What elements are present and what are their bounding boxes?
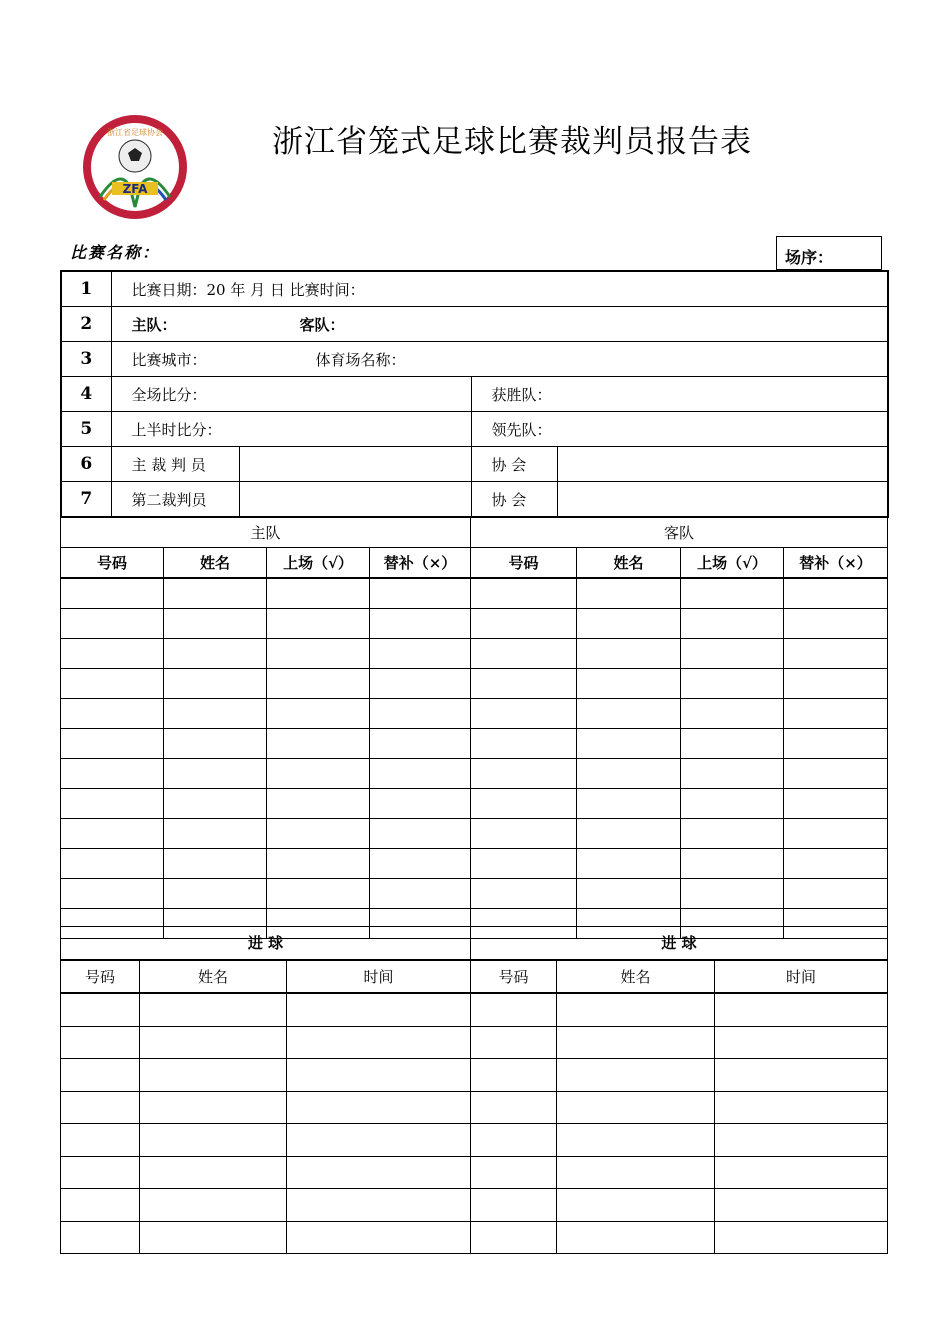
info-row-1 [61,271,888,307]
roster-cell[interactable] [577,879,681,909]
roster-cell[interactable] [471,879,577,909]
goal-row [61,1124,888,1157]
logo-arc-text: 浙江省足球协会 [107,128,163,137]
roster-cell[interactable] [681,849,784,879]
goal-cell[interactable] [287,1189,471,1222]
page-title: 浙江省笼式足球比赛裁判员报告表 [272,124,752,160]
roster-cell[interactable] [784,609,888,639]
roster-cell[interactable] [267,729,370,759]
goal-cell[interactable] [61,1124,140,1157]
roster-cell[interactable] [267,789,370,819]
goal-cell[interactable] [557,1059,715,1092]
main-referee-association-field[interactable] [557,447,888,482]
roster-cell[interactable] [577,609,681,639]
main-referee-label: 主 裁 判 员 [111,447,239,482]
roster-cell[interactable] [267,639,370,669]
roster-cell[interactable] [577,729,681,759]
goal-cell[interactable] [287,1124,471,1157]
roster-cell[interactable] [61,819,164,849]
goal-cell[interactable] [140,1026,287,1059]
goal-row [61,993,888,1026]
row-number: 5 [61,412,111,447]
roster-cell[interactable] [577,759,681,789]
roster-cell[interactable] [164,639,267,669]
roster-cell[interactable] [267,849,370,879]
roster-row [61,729,888,759]
info-row-7 [61,482,888,518]
date-time-field[interactable]: 比赛日期：20 年 月 日 比赛时间： [111,271,888,307]
goal-cell[interactable] [471,1221,557,1254]
roster-row [61,639,888,669]
goal-cell[interactable] [61,993,140,1026]
roster-cell[interactable] [471,759,577,789]
home-team-label: 主队： [131,315,177,334]
roster-cell[interactable] [164,759,267,789]
roster-cell[interactable] [164,669,267,699]
roster-cell[interactable] [370,699,471,729]
goal-cell[interactable] [287,1059,471,1092]
roster-cell[interactable] [471,699,577,729]
goal-cell[interactable] [471,993,557,1026]
info-row-2 [61,307,888,342]
roster-cell[interactable] [471,789,577,819]
roster-cell[interactable] [370,849,471,879]
roster-cell[interactable] [267,759,370,789]
goal-row [61,1189,888,1222]
goals-title-row [61,927,888,960]
row-number: 7 [61,482,111,518]
roster-cell[interactable] [681,699,784,729]
roster-cell[interactable] [784,669,888,699]
roster-row [61,789,888,819]
column-header: 上场（√） [681,548,784,579]
roster-cell[interactable] [681,639,784,669]
roster-cell[interactable] [61,879,164,909]
roster-cell[interactable] [164,699,267,729]
roster-cell[interactable] [370,819,471,849]
away-roster-title: 客队 [471,518,888,548]
roster-cell[interactable] [681,879,784,909]
roster-cell[interactable] [267,819,370,849]
roster-cell[interactable] [681,789,784,819]
roster-cell[interactable] [164,729,267,759]
second-referee-field[interactable] [239,482,471,518]
association-label: 协 会 [471,447,557,482]
roster-cell[interactable] [267,669,370,699]
roster-cell[interactable] [267,699,370,729]
venue-label: 体育场名称： [315,350,406,369]
logo-text: ZFA [122,182,148,196]
row-number: 6 [61,447,111,482]
roster-cell[interactable] [784,849,888,879]
goal-cell[interactable] [287,993,471,1026]
roster-row [61,849,888,879]
column-header: 姓名 [164,548,267,579]
goal-cell[interactable] [715,993,888,1026]
roster-cell[interactable] [267,609,370,639]
roster-cell[interactable] [471,609,577,639]
goal-row [61,1059,888,1092]
goal-cell[interactable] [471,1156,557,1189]
roster-cell[interactable] [370,669,471,699]
roster-cell[interactable] [267,578,370,609]
info-row-6 [61,447,888,482]
roster-cell[interactable] [61,849,164,879]
column-header: 替补（×） [784,548,888,579]
goal-cell[interactable] [61,1026,140,1059]
match-name-label: 比赛名称： [70,243,161,262]
roster-cell[interactable] [164,819,267,849]
row-number: 2 [61,307,111,342]
roster-cell[interactable] [681,729,784,759]
roster-cell[interactable] [577,639,681,669]
goal-row [61,1091,888,1124]
roster-cell[interactable] [370,609,471,639]
goal-cell[interactable] [61,1221,140,1254]
roster-cell[interactable] [784,578,888,609]
zfa-logo-icon [80,112,190,222]
session-field[interactable] [776,236,882,270]
goal-cell[interactable] [471,1124,557,1157]
roster-row [61,819,888,849]
home-roster-title: 主队 [61,518,471,548]
column-header: 号码 [61,548,164,579]
roster-cell[interactable] [784,699,888,729]
roster-cell[interactable] [370,879,471,909]
roster-cell[interactable] [784,639,888,669]
roster-team-row [61,518,888,548]
roster-cell[interactable] [370,729,471,759]
half-score-field[interactable]: 上半时比分： [111,412,471,447]
roster-cell[interactable] [681,759,784,789]
roster-cell[interactable] [577,819,681,849]
goal-cell[interactable] [715,1189,888,1222]
goal-cell[interactable] [557,1026,715,1059]
roster-cell[interactable] [61,699,164,729]
roster-cell[interactable] [784,789,888,819]
goal-cell[interactable] [471,1026,557,1059]
roster-cell[interactable] [61,789,164,819]
roster-table [60,517,888,939]
roster-cell[interactable] [61,729,164,759]
goal-cell[interactable] [61,1156,140,1189]
full-score-field[interactable]: 全场比分： [111,377,471,412]
info-row-4 [61,377,888,412]
goal-cell[interactable] [471,1189,557,1222]
roster-cell[interactable] [784,819,888,849]
goal-cell[interactable] [715,1091,888,1124]
roster-cell[interactable] [471,639,577,669]
roster-cell[interactable] [164,609,267,639]
goal-cell[interactable] [557,1221,715,1254]
roster-cell[interactable] [784,759,888,789]
goals-header-row [61,960,888,994]
city-label: 比赛城市： [131,350,207,369]
teams-field[interactable] [111,307,888,342]
goal-cell[interactable] [715,1026,888,1059]
goal-cell[interactable] [140,1221,287,1254]
roster-cell[interactable] [681,669,784,699]
leader-field[interactable]: 领先队： [471,412,888,447]
goal-cell[interactable] [61,1189,140,1222]
roster-row [61,669,888,699]
roster-cell[interactable] [784,879,888,909]
roster-cell[interactable] [471,729,577,759]
column-header: 时间 [287,960,471,994]
goal-cell[interactable] [287,1221,471,1254]
home-goals-title: 进 球 [61,927,471,960]
goal-cell[interactable] [140,1189,287,1222]
roster-cell[interactable] [61,669,164,699]
goal-cell[interactable] [715,1124,888,1157]
goal-cell[interactable] [61,1091,140,1124]
roster-cell[interactable] [577,699,681,729]
column-header: 时间 [715,960,888,994]
goal-row [61,1156,888,1189]
roster-header-row [61,548,888,579]
roster-cell[interactable] [681,578,784,609]
goal-cell[interactable] [287,1156,471,1189]
goal-cell[interactable] [471,1059,557,1092]
main-referee-field[interactable] [239,447,471,482]
away-goals-title: 进 球 [471,927,888,960]
goal-cell[interactable] [471,1091,557,1124]
roster-cell[interactable] [370,759,471,789]
goal-cell[interactable] [557,1156,715,1189]
goal-cell[interactable] [557,1091,715,1124]
roster-cell[interactable] [577,789,681,819]
roster-cell[interactable] [681,819,784,849]
row-number: 1 [61,271,111,307]
column-header: 姓名 [577,548,681,579]
roster-cell[interactable] [471,819,577,849]
goal-cell[interactable] [557,1189,715,1222]
column-header: 上场（√） [267,548,370,579]
info-row-3 [61,342,888,377]
column-header: 替补（×） [370,548,471,579]
session-label: 场序： [785,248,834,267]
roster-cell[interactable] [61,609,164,639]
goal-cell[interactable] [715,1221,888,1254]
roster-cell[interactable] [577,578,681,609]
goal-cell[interactable] [287,1026,471,1059]
second-referee-label: 第二裁判员 [111,482,239,518]
roster-cell[interactable] [370,639,471,669]
goal-cell[interactable] [287,1091,471,1124]
roster-row [61,759,888,789]
roster-cell[interactable] [164,879,267,909]
goal-row [61,1221,888,1254]
venue-field[interactable] [111,342,888,377]
goal-row [61,1026,888,1059]
column-header: 姓名 [140,960,287,994]
roster-cell[interactable] [164,849,267,879]
goal-cell[interactable] [140,1091,287,1124]
roster-row [61,699,888,729]
goal-cell[interactable] [140,1059,287,1092]
column-header: 号码 [61,960,140,994]
goal-cell[interactable] [557,1124,715,1157]
goal-cell[interactable] [140,1156,287,1189]
goal-cell[interactable] [557,993,715,1026]
roster-cell[interactable] [681,609,784,639]
goal-cell[interactable] [140,993,287,1026]
roster-row [61,578,888,609]
goal-cell[interactable] [715,1059,888,1092]
roster-cell[interactable] [61,578,164,609]
roster-cell[interactable] [370,578,471,609]
roster-row [61,879,888,909]
roster-cell[interactable] [370,789,471,819]
roster-cell[interactable] [784,729,888,759]
roster-cell[interactable] [61,639,164,669]
column-header: 姓名 [557,960,715,994]
roster-cell[interactable] [471,849,577,879]
row-number: 3 [61,342,111,377]
goal-cell[interactable] [715,1156,888,1189]
roster-cell[interactable] [471,578,577,609]
info-row-5 [61,412,888,447]
association-label: 协 会 [471,482,557,518]
column-header: 号码 [471,548,577,579]
roster-row [61,609,888,639]
roster-cell[interactable] [577,669,681,699]
roster-cell[interactable] [577,849,681,879]
roster-cell[interactable] [61,759,164,789]
roster-cell[interactable] [471,669,577,699]
match-info-table [60,270,889,518]
goal-cell[interactable] [140,1124,287,1157]
second-referee-association-field[interactable] [557,482,888,518]
roster-cell[interactable] [164,789,267,819]
away-team-label: 客队： [299,315,345,334]
roster-cell[interactable] [267,879,370,909]
column-header: 号码 [471,960,557,994]
row-number: 4 [61,377,111,412]
goal-cell[interactable] [61,1059,140,1092]
winner-field[interactable]: 获胜队： [471,377,888,412]
roster-cell[interactable] [164,578,267,609]
goals-table [60,926,888,1254]
